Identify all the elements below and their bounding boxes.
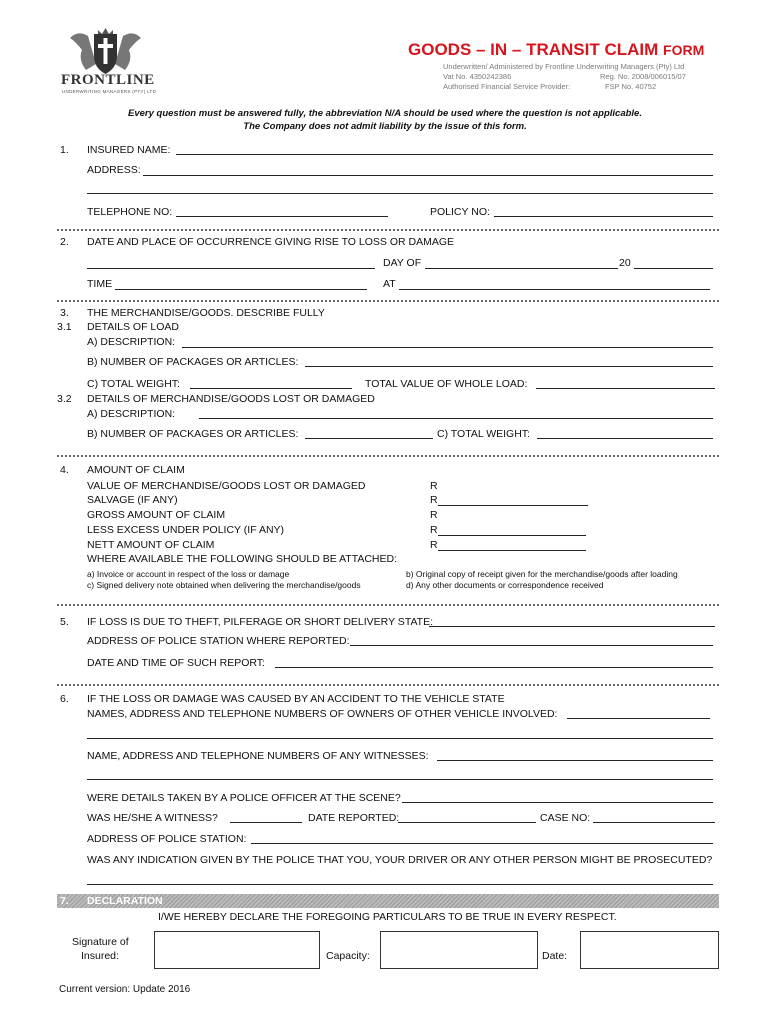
witness-field[interactable] (230, 822, 302, 823)
salvage-field[interactable] (438, 505, 588, 506)
day-of-label: DAY OF (383, 257, 422, 269)
police-officer-field[interactable] (402, 802, 713, 803)
currency-r: R (430, 494, 438, 506)
telephone-label: TELEPHONE NO: (87, 206, 173, 218)
year-field[interactable] (634, 268, 713, 269)
telephone-field[interactable] (176, 216, 388, 217)
date-box[interactable] (580, 931, 719, 969)
divider (57, 455, 719, 457)
currency-r: R (430, 509, 438, 521)
declaration-statement: I/WE HEREBY DECLARE THE FOREGOING PARTICULARS TO BE TRUE IN EVERY RESPECT. (158, 911, 617, 923)
accident-heading: IF THE LOSS OR DAMAGE WAS CAUSED BY AN ACCIDENT TO THE VEHICLE STATE (87, 693, 505, 705)
doc-a: a) Invoice or account in respect of the loss or damage (87, 569, 290, 579)
section-2-number: 2. (60, 236, 69, 248)
currency-r: R (430, 524, 438, 536)
divider (57, 229, 719, 231)
at-field[interactable] (399, 289, 710, 290)
policy-label: POLICY NO: (430, 206, 490, 218)
notice-line-2: The Company does not admit liability by the issue of this form. (243, 121, 527, 132)
total-value-field[interactable] (536, 388, 715, 389)
witnesses-label: NAME, ADDRESS AND TELEPHONE NUMBERS OF ANY WITNESSES: (87, 750, 429, 762)
description-label: A) DESCRIPTION: (87, 336, 176, 348)
claim-row-label: SALVAGE (IF ANY) (87, 494, 178, 506)
claim-row-label: LESS EXCESS UNDER POLICY (IF ANY) (87, 524, 285, 536)
police-officer-label: WERE DETAILS TAKEN BY A POLICE OFFICER AT THE SCENE? (87, 792, 401, 804)
police-station-field[interactable] (251, 843, 713, 844)
doc-b: b) Original copy of receipt given for the merchandise/goods after loading (406, 569, 678, 579)
section-5-number: 5. (60, 616, 69, 628)
case-no-field[interactable] (593, 822, 715, 823)
prosecuted-label: WAS ANY INDICATION GIVEN BY THE POLICE THAT YOU, YOUR DRIVER OR ANY OTHER PERSON MIGHT BE PROSECUTED? (87, 854, 713, 866)
place-field[interactable] (87, 268, 375, 269)
capacity-box[interactable] (380, 931, 538, 969)
packages-lost-field[interactable] (305, 438, 433, 439)
crest-icon (58, 26, 153, 78)
weight-label: C) TOTAL WEIGHT: (87, 378, 180, 390)
witness-question-label: WAS HE/SHE A WITNESS? (87, 812, 218, 824)
currency-r: R (430, 480, 438, 492)
policy-field[interactable] (494, 216, 713, 217)
time-field[interactable] (115, 289, 367, 290)
date-reported-label: DATE REPORTED: (308, 812, 400, 824)
claim-row-label: VALUE OF MERCHANDISE/GOODS LOST OR DAMAGED (87, 480, 366, 492)
address-label: ADDRESS: (87, 164, 141, 176)
total-value-label: TOTAL VALUE OF WHOLE LOAD: (365, 378, 528, 390)
case-no-label: CASE NO: (540, 812, 591, 824)
address-field[interactable] (143, 175, 713, 176)
divider (57, 604, 719, 606)
packages-field[interactable] (305, 366, 713, 367)
signature-box[interactable] (154, 931, 320, 969)
logo-name: FRONTLINE (61, 72, 155, 88)
notice-line-1: Every question must be answered fully, the abbreviation N/A should be used where the question is not applicable. (128, 108, 642, 119)
claim-row-label: GROSS AMOUNT OF CLAIM (87, 509, 226, 521)
police-address-field[interactable] (350, 645, 713, 646)
packages-label: B) NUMBER OF PACKAGES OR ARTICLES: (87, 356, 299, 368)
insured-name-field[interactable] (176, 154, 713, 155)
excess-field[interactable] (438, 535, 586, 536)
weight-field[interactable] (190, 388, 352, 389)
section-3-2-number: 3.2 (57, 393, 72, 405)
signature-label-2: Insured: (81, 950, 119, 962)
logo-tagline: UNDERWRITING MANAGERS (PTY) LTD (62, 89, 157, 94)
section-1-number: 1. (60, 144, 69, 156)
section-3-1-number: 3.1 (57, 321, 72, 333)
witnesses-field[interactable] (437, 760, 713, 761)
nett-field[interactable] (438, 550, 586, 551)
company-logo (58, 26, 157, 96)
declaration-bar (57, 894, 719, 908)
date-label: Date: (542, 950, 568, 962)
vat-number: Vat No. 4350242386 (443, 72, 512, 81)
fsp-label: Authorised Financial Service Provider: (443, 82, 571, 91)
weight-lost-field[interactable] (537, 438, 713, 439)
details-load-label: DETAILS OF LOAD (87, 321, 179, 333)
section-3-heading: THE MERCHANDISE/GOODS. DESCRIBE FULLY (87, 307, 325, 319)
police-address-label: ADDRESS OF POLICE STATION WHERE REPORTED: (87, 635, 350, 647)
at-label: AT (383, 278, 396, 290)
section-4-heading: AMOUNT OF CLAIM (87, 464, 185, 476)
underwritten-text: Underwritten/ Administered by Frontline Underwriting Managers (Pty) Ltd (443, 62, 685, 71)
declaration-heading: DECLARATION (87, 895, 163, 907)
capacity-label: Capacity: (326, 950, 370, 962)
theft-field[interactable] (429, 626, 715, 627)
police-station-label: ADDRESS OF POLICE STATION: (87, 833, 247, 845)
doc-d: d) Any other documents or correspondence received (406, 580, 604, 590)
currency-r: R (430, 539, 438, 551)
details-lost-label: DETAILS OF MERCHANDISE/GOODS LOST OR DAMAGED (87, 393, 375, 405)
description-field[interactable] (182, 347, 713, 348)
reg-number: Reg. No. 2008/006015/07 (600, 72, 686, 81)
signature-label-1: Signature of (72, 936, 129, 948)
day-of-field[interactable] (425, 268, 618, 269)
divider (57, 300, 719, 302)
doc-c: c) Signed delivery note obtained when delivering the merchandise/goods (87, 580, 361, 590)
date-reported-field[interactable] (398, 822, 536, 823)
insured-name-label: INSURED NAME: (87, 144, 171, 156)
claim-row-label: NETT AMOUNT OF CLAIM (87, 539, 215, 551)
other-vehicle-label: NAMES, ADDRESS AND TELEPHONE NUMBERS OF OWNERS OF OTHER VEHICLE INVOLVED: (87, 708, 558, 720)
year-prefix: 20 (619, 257, 631, 269)
fsp-number: FSP No. 40752 (605, 82, 657, 91)
attached-label: WHERE AVAILABLE THE FOLLOWING SHOULD BE ATTACHED: (87, 553, 398, 565)
theft-label: IF LOSS IS DUE TO THEFT, PILFERAGE OR SHORT DELIVERY STATE: (87, 616, 434, 628)
section-2-heading: DATE AND PLACE OF OCCURRENCE GIVING RISE TO LOSS OR DAMAGE (87, 236, 454, 248)
section-6-number: 6. (60, 693, 69, 705)
section-3-number: 3. (60, 307, 69, 319)
description-lost-field[interactable] (199, 418, 713, 419)
time-label: TIME (87, 278, 113, 290)
section-4-number: 4. (60, 464, 69, 476)
description-lost-label: A) DESCRIPTION: (87, 408, 176, 420)
address-field-2[interactable] (87, 193, 713, 194)
witnesses-field-2[interactable] (87, 779, 713, 780)
prosecuted-field[interactable] (87, 884, 713, 885)
other-vehicle-field-2[interactable] (87, 738, 713, 739)
version-text: Current version: Update 2016 (59, 984, 191, 995)
form-title: GOODS – IN – TRANSIT CLAIM FORM (408, 40, 705, 59)
section-7-number: 7. (60, 895, 69, 907)
report-time-field[interactable] (275, 667, 713, 668)
weight-lost-label: C) TOTAL WEIGHT: (437, 428, 530, 440)
report-time-label: DATE AND TIME OF SUCH REPORT: (87, 657, 265, 669)
packages-lost-label: B) NUMBER OF PACKAGES OR ARTICLES: (87, 428, 299, 440)
divider (57, 684, 719, 686)
other-vehicle-field[interactable] (567, 718, 710, 719)
